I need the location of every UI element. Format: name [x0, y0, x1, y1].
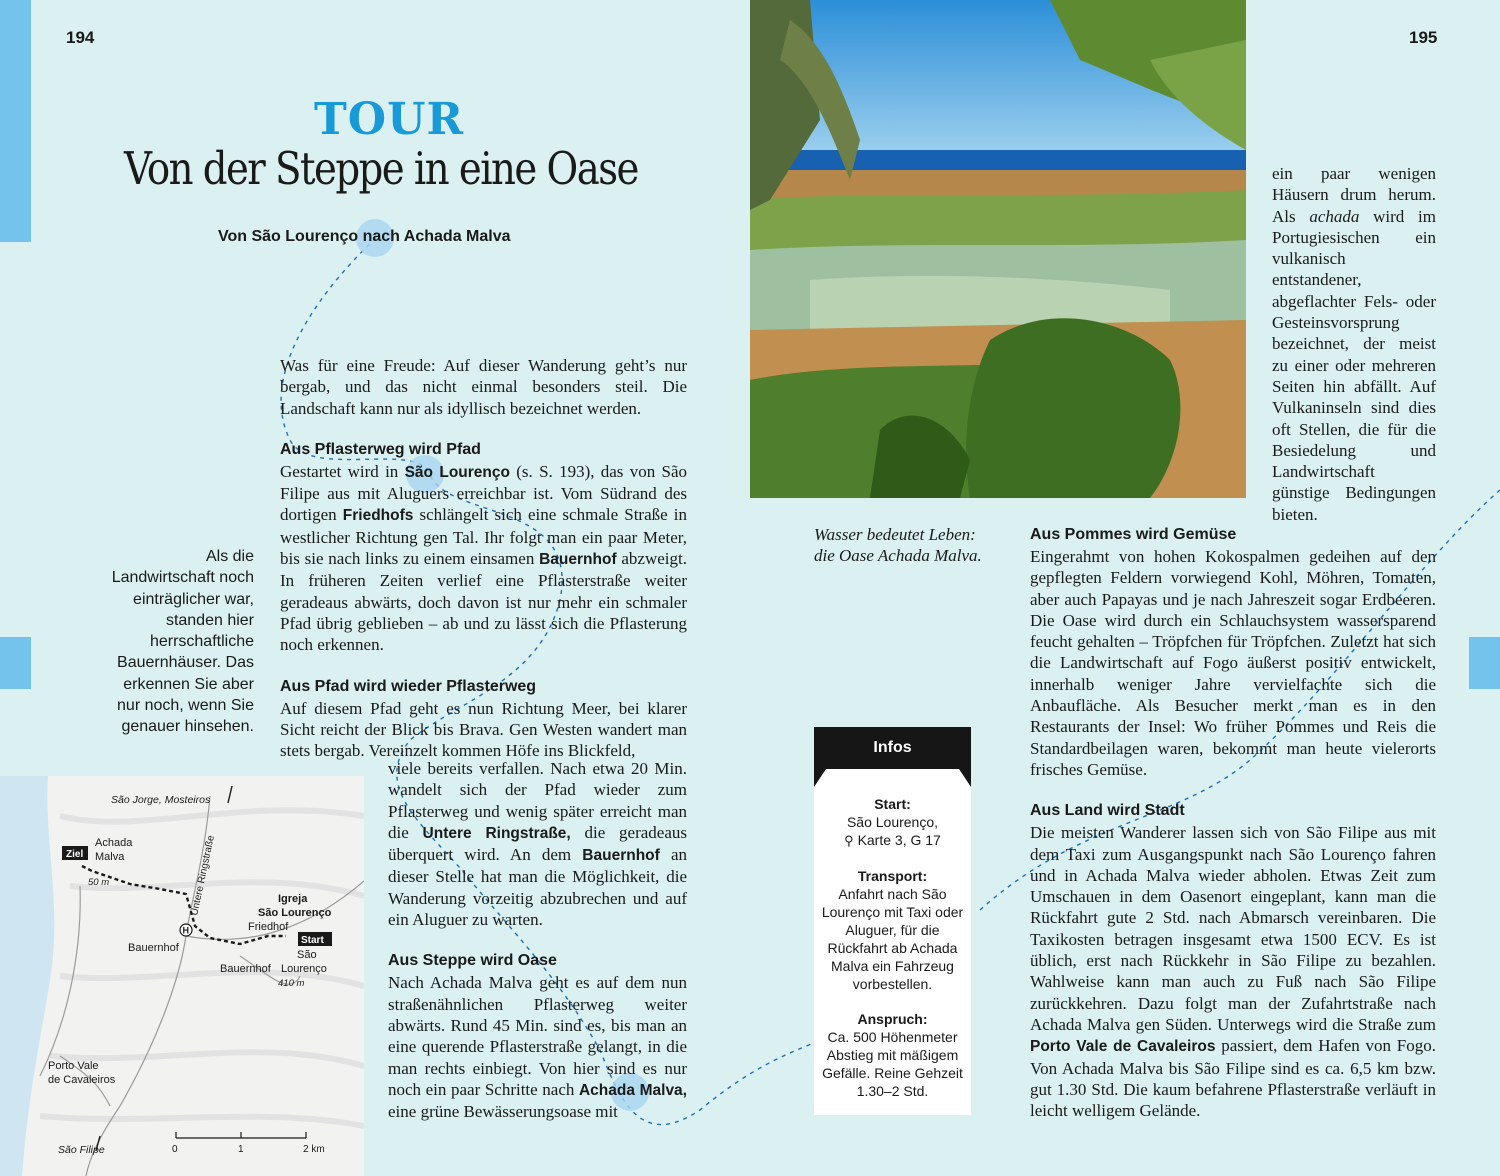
info-start-label: Start:	[874, 796, 911, 812]
section-paragraph: Gestartet wird in São Lourenço (s. S. 193), das von São Filipe aus mit Aluguers erreichbar ist. Vom Südrand des dortigen Friedhofs schlängelt sich eine schmale Straße in westlicher Richtung gen Tal. Ihr folgt man ein paar Meter, bis sie nach links zu einem einsamen Bauernhof abzweigt. In früheren Zeiten verlief eine Pflasterstraße weiter geradeaus abwärts, doch davon ist nur mehr ein schmaler Pfad übrig geblieben – ab und zu lässt sich die Pflasterung noch erkennen.	[280, 461, 687, 655]
tour-label: TOUR	[314, 94, 465, 145]
map-ziel-altitude: 50 m	[88, 877, 110, 888]
map-igreja-label: Igreja	[278, 893, 308, 905]
map-scale-2: 2 km	[303, 1144, 325, 1155]
map-scale-1: 1	[238, 1144, 244, 1155]
intro-paragraph: Was für eine Freude: Auf dieser Wanderung geht’s nur bergab, und das nicht einmal besonders steil. Die Landschaft kann nur als idyllisch bezeichnet werden.	[280, 356, 687, 418]
map-pin-icon: ⚲	[844, 833, 854, 848]
info-box	[814, 727, 971, 1115]
map-h-symbol: H	[182, 925, 189, 936]
section-paragraph: ein paar wenigen Häusern drum herum. Als achada wird im Portugiesischen ein vulkanisch entstandener, abgeflachter Fels- oder Gesteinsvorsprung bezeichnet, der meist zu einer oder mehreren Seiten hin abfällt. Auf Vulkaninseln sind dies oft Stellen, die für die Besiedelung und Landwirtschaft günstige Bedingungen bieten.	[1272, 164, 1436, 524]
section-heading: Aus Pfad wird wieder Pflasterweg	[280, 677, 537, 695]
info-start-map: ⚲ Karte 3, G 17	[844, 832, 941, 848]
info-start-value: São Lourenço,	[846, 814, 939, 830]
map-bauernhof-label: Bauernhof	[220, 963, 271, 975]
tour-title: Von der Steppe in eine Oase	[124, 142, 638, 195]
info-anspruch-value: Ca. 500 Höhenmeter Abstieg mit mäßigem Gefälle. Reine Gehzeit 1.30–2 Std.	[822, 1029, 963, 1099]
section-heading: Aus Pommes wird Gemüse	[1030, 526, 1237, 543]
info-box-body	[814, 769, 971, 1100]
map-ziel-label: Ziel	[66, 849, 84, 860]
map-scale-0: 0	[172, 1144, 178, 1155]
map-igreja-place-label: São Lourenço	[258, 907, 332, 919]
map-sao-jorge-label: São Jorge, Mosteiros	[111, 794, 211, 806]
map-bauernhof-label: Bauernhof	[128, 942, 179, 954]
info-anspruch-label: Anspruch:	[857, 1011, 928, 1027]
info-transport-label: Transport:	[857, 868, 928, 884]
info-box-notch	[814, 769, 971, 787]
photo-caption: Wasser bedeutet Leben: die Oase Achada Malva.	[814, 525, 982, 566]
section-heading: Aus Land wird Stadt	[1030, 802, 1185, 820]
text-column-left-lower	[388, 758, 687, 1122]
section-paragraph: viele bereits verfallen. Nach etwa 20 Min. wandelt sich der Pfad wieder zum Pflasterweg und wenig später erreicht man die Untere Ringstraße, die geradeaus überquert wird. An dem Bauernhof an dieser Stelle hat man die Möglichkeit, die Wanderung vorzeitig abzubrechen und auf ein Aluguer zu warten.	[388, 759, 688, 930]
route-map	[0, 776, 364, 1176]
text-column-right	[1030, 524, 1436, 1121]
map-sao-label: São	[297, 949, 317, 961]
text-column-left	[280, 355, 687, 761]
info-box-title: Infos	[814, 727, 971, 769]
map-sao-filipe-label: São Filipe	[58, 1144, 105, 1156]
page-number-left: 194	[66, 28, 95, 47]
map-achada-label: Achada	[95, 837, 133, 849]
oasis-photo	[750, 0, 1246, 498]
side-note: Als die Landwirtschaft noch einträglicher war, standen hier herrschaftliche Bauernhäuser. Das erkennen Sie aber nur noch, wenn Sie genauer hinsehen.	[111, 548, 254, 736]
map-friedhof-label: Friedhof	[248, 921, 289, 933]
map-porto-label: Porto Vale	[48, 1060, 99, 1072]
map-lourenco-label: Lourenço	[281, 963, 327, 975]
map-porto-label: de Cavaleiros	[48, 1074, 116, 1086]
map-ringstrasse-label: Untere Ringstraße	[189, 834, 217, 917]
map-start-label: Start	[301, 935, 324, 946]
info-transport-value: Anfahrt nach São Lourenço mit Taxi oder Aluguer, für die Rückfahrt ab Achada Malva ein Fahrzeug vorbestellen.	[821, 886, 964, 992]
section-paragraph: Auf diesem Pfad geht es nun Richtung Meer, bei klarer Sicht reicht der Blick bis Brava. Gen Westen wandert man stets bergab. Vereinzelt kommen Höfe ins Blickfeld,	[280, 698, 687, 761]
section-heading: Aus Pflasterweg wird Pfad	[280, 440, 481, 458]
section-paragraph: Eingerahmt von hohen Kokospalmen gedeihen auf den gepflegten Feldern vorwiegend Kohl, Möhren, Tomaten, aber auch Papayas und je nach Jahreszeit sogar Erdbeeren. Die Oase wird durch ein Schlauchsystem wassersparend feucht gehalten – Tröpfchen für Tröpfchen. Zuletzt hat sich die Landwirtschaft auf Fogo äußerst positiv entwickelt, innerhalb weniger Jahre vervielfachte sich die Anbaufläche. Als Besucher merkt man es in den Restaurants der Insel: Wo früher Pommes und Reis die Standardbeilagen waren, bekommt man heute vielerorts frisches Gemüse.	[1030, 547, 1436, 779]
section-paragraph: Nach Achada Malva geht es auf dem nun straßenähnlichen Pflasterweg weiter abwärts. Rund 45 Min. sind es, bis man an eine querende Pflasterstraße gelangt, in die man rechts einbiegt. Von hier sind es nur noch ein paar Schritte nach Achada Malva, eine grüne Bewässerungsoase mit	[388, 973, 687, 1122]
page-number-right: 195	[1409, 28, 1438, 47]
section-heading: Aus Steppe wird Oase	[388, 952, 557, 970]
section-paragraph: Die meisten Wanderer lassen sich von São Filipe aus mit dem Taxi zum Ausgangspunkt nach São Lourenço fahren und in Achada Malva wieder abholen. Etwas Zeit zum Umschauen in dem Oasenort eingeplant, kann man die Rückfahrt gute 2 Std. nach Abmarsch vereinbaren. Die Taxikosten betragen insgesamt etwa 1500 ECV. Es ist üblich, erst nach Rückkehr in São Filipe zu bezahlen. Wahlweise kann man auch zu Fuß nach São Filipe zurückkehren. Dazu folgt man der Zufahrtstraße nach Achada Malva gen Süden. Unterwegs wird die Straße zum Porto Vale de Cavaleiros passiert, dem Hafen von Fogo. Von Achada Malva bis São Filipe sind es ca. 6,5 km bzw. gut 1.30 Std. Die kaum befahrene Pflasterstraße verläuft in leicht welligem Gelände.	[1030, 823, 1436, 1121]
tour-subtitle: Von São Lourenço nach Achada Malva	[218, 228, 511, 245]
text-column-right-top	[1272, 163, 1436, 525]
map-malva-label: Malva	[95, 851, 125, 863]
map-start-altitude: 410 m	[278, 978, 305, 989]
